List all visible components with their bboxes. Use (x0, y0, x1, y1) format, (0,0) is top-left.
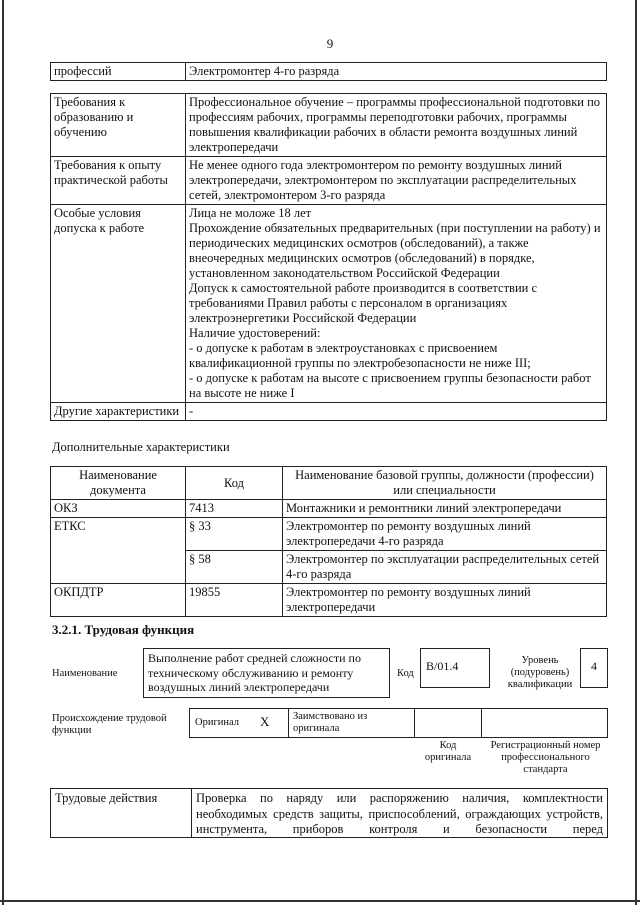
condition-line: Прохождение обязательных предварительных (при поступлении на работу) и периодических медицинских осмотров (обследований), а также внеочередных медицинских осмотров (обследований) в порядке, установленном законодательством Российской Федерации (189, 221, 601, 280)
other-value: - (186, 403, 607, 421)
header-code: Код (186, 467, 283, 500)
function-name-box (143, 648, 390, 698)
requirements-table (50, 93, 607, 421)
condition-line: Лица не моложе 18 лет (189, 206, 312, 220)
row-value: Электромонтер 4-го разряда (186, 63, 607, 81)
experience-label: Требования к опыту практической работы (51, 157, 186, 205)
conditions-label: Особые условия допуска к работе (51, 205, 186, 403)
origin-original-cell (189, 708, 289, 738)
name-label: Наименование (52, 668, 118, 679)
code-original-label: Код оригинала (424, 740, 472, 763)
condition-line: Наличие удостоверений: (189, 326, 321, 340)
cell-doc: ОКЗ (51, 500, 186, 518)
level-label: Уровень (подуровень) квалификации (507, 655, 573, 690)
page-left-edge (2, 0, 4, 905)
page-number: 9 (326, 36, 334, 51)
table-row (51, 157, 607, 205)
table-row (51, 205, 607, 403)
cell-doc: ОКПДТР (51, 584, 186, 617)
code-value: B/01.4 (426, 659, 459, 673)
cell-code: § 33 (186, 518, 283, 551)
table-row (51, 403, 607, 421)
header-name: Наименование базовой группы, должности (профессии) или специальности (283, 467, 607, 500)
actions-text: Проверка по наряду или распоряжению наличия, комплектности необходимых средств защиты, приспособлений, ограждающих устройств, инструмента, приборов контроля и безопасности перед (196, 791, 603, 836)
actions-label-cell (50, 788, 192, 838)
cell-name: Электромонтер по ремонту воздушных линий электропередачи (283, 584, 607, 617)
header-doc: Наименование документа (51, 467, 186, 500)
level-value: 4 (591, 659, 597, 673)
level-box (580, 648, 608, 688)
function-heading: 3.2.1. Трудовая функция (52, 622, 195, 637)
condition-line: Допуск к самостоятельной работе производится в соответствии с требованиями Правил работы с персоналом в организациях электроэнергетики Российской Федерации (189, 281, 538, 325)
conditions-value (186, 205, 607, 403)
borrowed-label: Заимствовано из оригинала (293, 711, 368, 734)
original-label: Оригинал (195, 717, 239, 728)
reg-number-label: Регистрационный номер профессионального стандарта (490, 740, 601, 775)
origin-label: Происхождение трудовой функции (52, 713, 167, 736)
top-table (50, 62, 607, 81)
cell-code: 19855 (186, 584, 283, 617)
cell-name: Электромонтер по ремонту воздушных линий электропередачи 4-го разряда (283, 518, 607, 551)
table-row (51, 94, 607, 157)
condition-line: - о допуске к работам на высоте с присвоением группы безопасности работ на высоте не ниже I (189, 371, 591, 400)
page-bottom-edge (0, 900, 640, 902)
function-name-value: Выполнение работ средней сложности по техническому обслуживанию и ремонту воздушных линий электропередачи (148, 651, 361, 694)
origin-code-cell (414, 708, 482, 738)
origin-borrowed-cell (288, 708, 415, 738)
cell-name: Электромонтер по эксплуатации распределительных сетей 4-го разряда (283, 551, 607, 584)
additional-table (50, 466, 607, 617)
cell-doc: ЕТКС (51, 518, 186, 584)
table-header-row (51, 467, 607, 500)
table-row (51, 584, 607, 617)
other-label: Другие характеристики (51, 403, 186, 421)
code-box (420, 648, 490, 688)
cell-code: § 58 (186, 551, 283, 584)
page-right-edge (635, 0, 637, 905)
table-row (51, 63, 607, 81)
cell-code: 7413 (186, 500, 283, 518)
code-label: Код (397, 668, 414, 679)
condition-line: - о допуске к работам в электроустановках с присвоением квалификационной группы по электробезопасности не ниже III; (189, 341, 531, 370)
education-value: Профессиональное обучение – программы профессиональной подготовки по профессиям рабочих, программы переподготовки рабочих, программы повышения квалификации рабочих в области ремонта воздушных линий электропередачи (186, 94, 607, 157)
education-label: Требования к образованию и обучению (51, 94, 186, 157)
additional-heading: Дополнительные характеристики (52, 440, 230, 454)
actions-label: Трудовые действия (55, 791, 158, 805)
experience-value: Не менее одного года электромонтером по ремонту воздушных линий электропередачи, электромонтером по эксплуатации распределительных сетей, электромонтером 3-го разряда (186, 157, 607, 205)
table-row (51, 500, 607, 518)
original-mark: X (260, 714, 270, 729)
cell-name: Монтажники и ремонтники линий электропередачи (283, 500, 607, 518)
row-label: профессий (51, 63, 186, 81)
table-row (51, 518, 607, 551)
origin-reg-cell (481, 708, 608, 738)
actions-value-cell (191, 788, 608, 838)
